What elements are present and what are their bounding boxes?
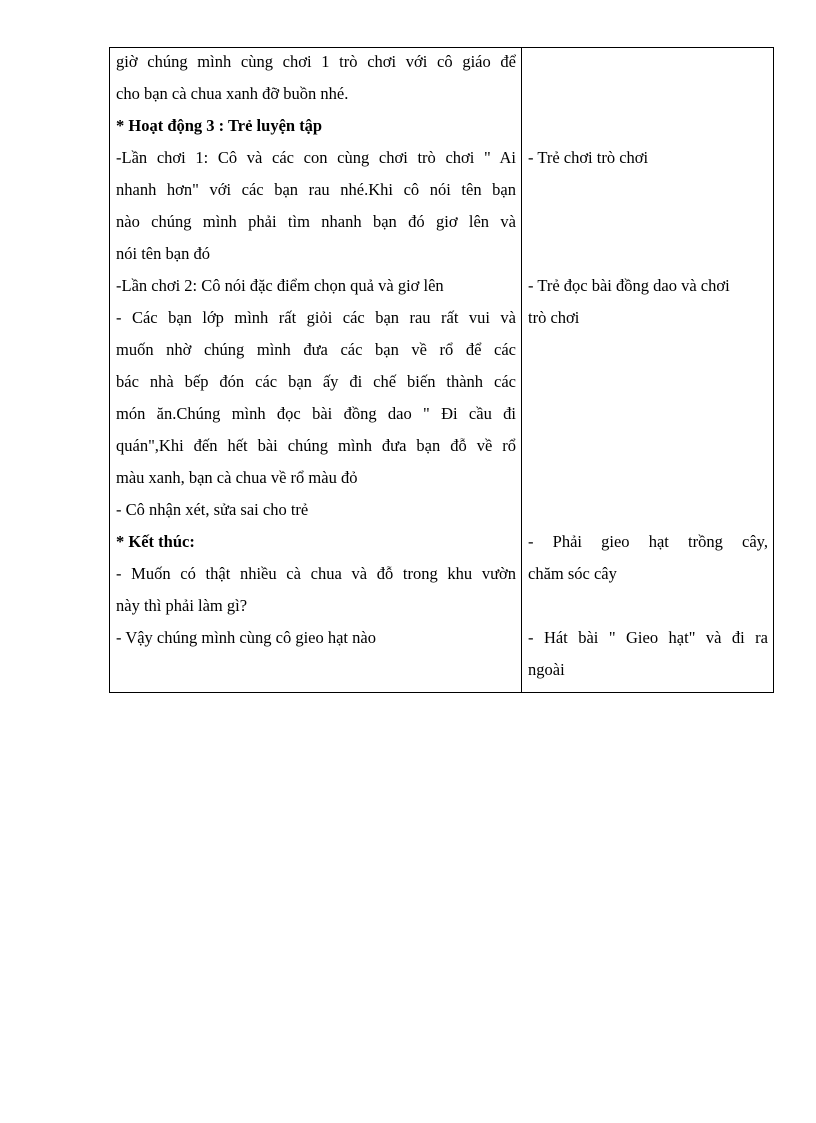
- left-line: - Muốn có thật nhiều cà chua và đỗ trong khu vườn: [116, 564, 516, 583]
- section-heading: * Kết thúc:: [116, 532, 195, 551]
- left-line: - Vậy chúng mình cùng cô gieo hạt nào: [116, 628, 376, 647]
- left-line: màu xanh, bạn cà chua về rổ màu đỏ: [116, 468, 358, 487]
- activity-table: [109, 47, 774, 693]
- left-line: quán",Khi đến hết bài chúng mình đưa bạn đỗ về rổ: [116, 436, 516, 455]
- left-line: -Lần chơi 1: Cô và các con cùng chơi trò chơi " Ai: [116, 148, 516, 167]
- left-line: bác nhà bếp đón các bạn ấy đi chế biến thành các: [116, 372, 516, 391]
- left-line: nào chúng mình phải tìm nhanh bạn đó giơ lên và: [116, 212, 516, 231]
- section-heading: * Hoạt động 3 : Trẻ luyện tập: [116, 116, 323, 135]
- right-line: - Trẻ chơi trò chơi: [528, 148, 649, 167]
- left-line: nói tên bạn đó: [116, 244, 210, 263]
- left-line: nhanh hơn" với các bạn rau nhé.Khi cô nói tên bạn: [116, 180, 516, 199]
- left-line: -Lần chơi 2: Cô nói đặc điểm chọn quả và giơ lên: [116, 276, 444, 295]
- left-line: muốn nhờ chúng mình đưa các bạn về rổ để các: [116, 340, 516, 359]
- left-line: - Các bạn lớp mình rất giỏi các bạn rau rất vui và: [116, 308, 516, 327]
- right-line: - Trẻ đọc bài đồng dao và chơi: [528, 276, 730, 295]
- right-line: ngoài: [528, 660, 565, 679]
- left-line: cho bạn cà chua xanh đỡ buồn nhé.: [116, 84, 349, 103]
- right-line: trò chơi: [528, 308, 580, 327]
- right-line: chăm sóc cây: [528, 564, 617, 583]
- column-divider: [521, 48, 522, 692]
- left-line: - Cô nhận xét, sửa sai cho trẻ: [116, 500, 309, 519]
- left-line: món ăn.Chúng mình đọc bài đồng dao " Đi cầu đi: [116, 404, 516, 423]
- child-activity-column: [528, 48, 768, 692]
- right-line: - Phải gieo hạt trồng cây,: [528, 532, 768, 551]
- right-line: - Hát bài " Gieo hạt" và đi ra: [528, 628, 768, 647]
- left-line: này thì phải làm gì?: [116, 596, 248, 615]
- left-line: giờ chúng mình cùng chơi 1 trò chơi với cô giáo để: [116, 52, 516, 71]
- teacher-activity-column: [116, 48, 516, 692]
